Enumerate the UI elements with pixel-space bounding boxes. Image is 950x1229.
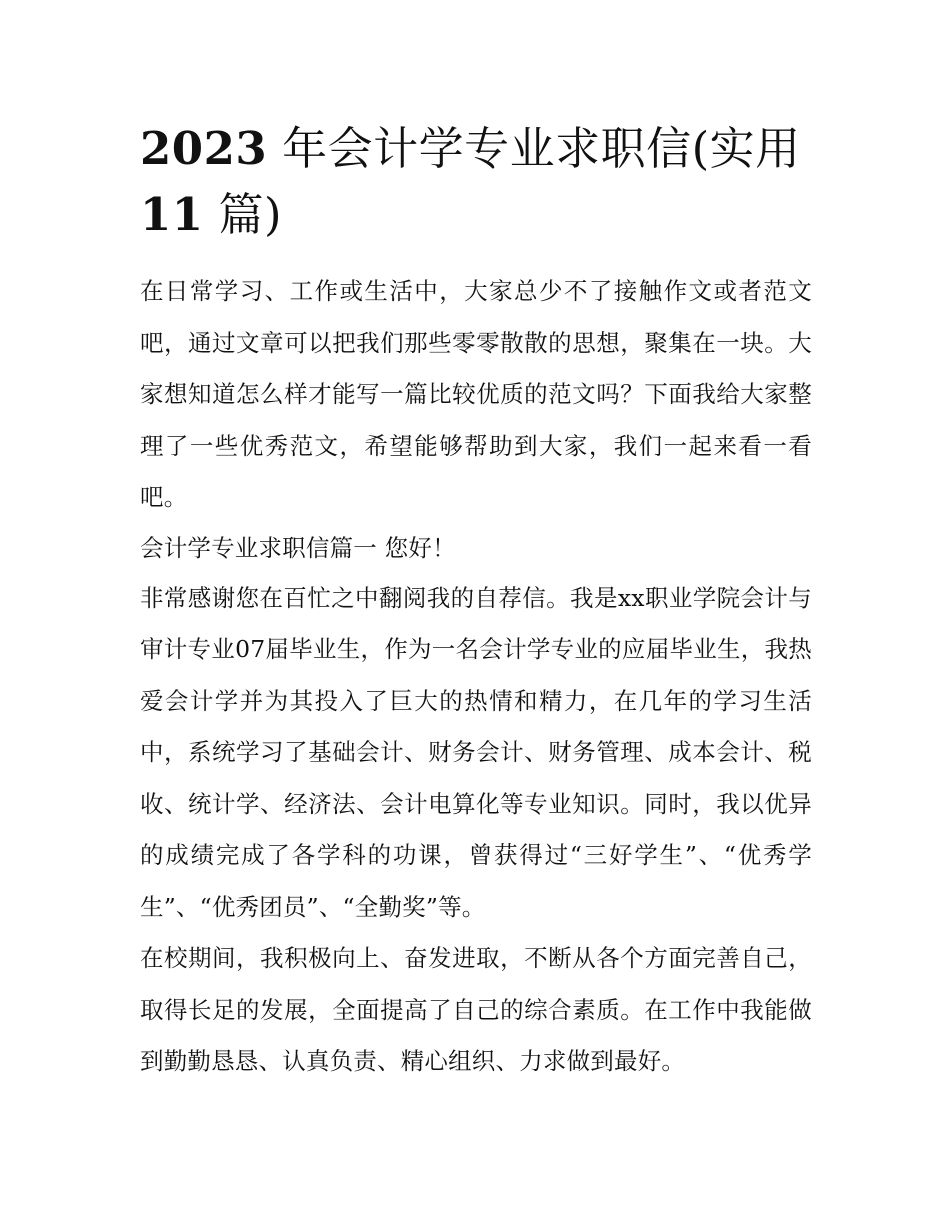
paragraph-heading: 会计学专业求职信篇一 您好！ — [140, 533, 456, 562]
paragraph-school-period: 在校期间，我积极向上、奋发进取，不断从各个方面完善自己，取得长足的发展，全面提高了自己的综合素质。在工作中我能做到勤勤恳恳、认真负责、精心组织、力求做到最好。 — [140, 944, 812, 1075]
paragraph-intro: 在日常学习、工作或生活中，大家总少不了接触作文或者范文吧，通过文章可以把我们那些零零散散的思想，聚集在一块。大家想知道怎么样才能写一篇比较优质的范文吗？下面我给大家整理了一些优秀范文，希望能够帮助到大家，我们一起来看一看吧。 — [140, 277, 812, 511]
title-text: 年会计学专业求职信(实用 — [282, 122, 801, 175]
title-year: 2023 — [140, 122, 268, 175]
document-content — [140, 116, 812, 1088]
document-body — [140, 266, 812, 1088]
title-count: 11 — [140, 188, 204, 241]
paragraph-self-intro: 非常感谢您在百忙之中翻阅我的自荐信。我是xx职业学院会计与审计专业07届毕业生，作为一名会计学专业的应届毕业生，我热爱会计学并为其投入了巨大的热情和精力，在几年的学习生活中，系统学习了基础会计、财务会计、财务管理、成本会计、税收、统计学、经济法、会计电算化等专业知识。同时，我以优异的成绩完成了各学科的功课，曾获得过“三好学生”、“优秀学生”、“优秀团员”、“全勤奖”等。 — [140, 583, 812, 921]
document-title — [140, 116, 812, 248]
title-suffix: 篇) — [218, 188, 282, 241]
